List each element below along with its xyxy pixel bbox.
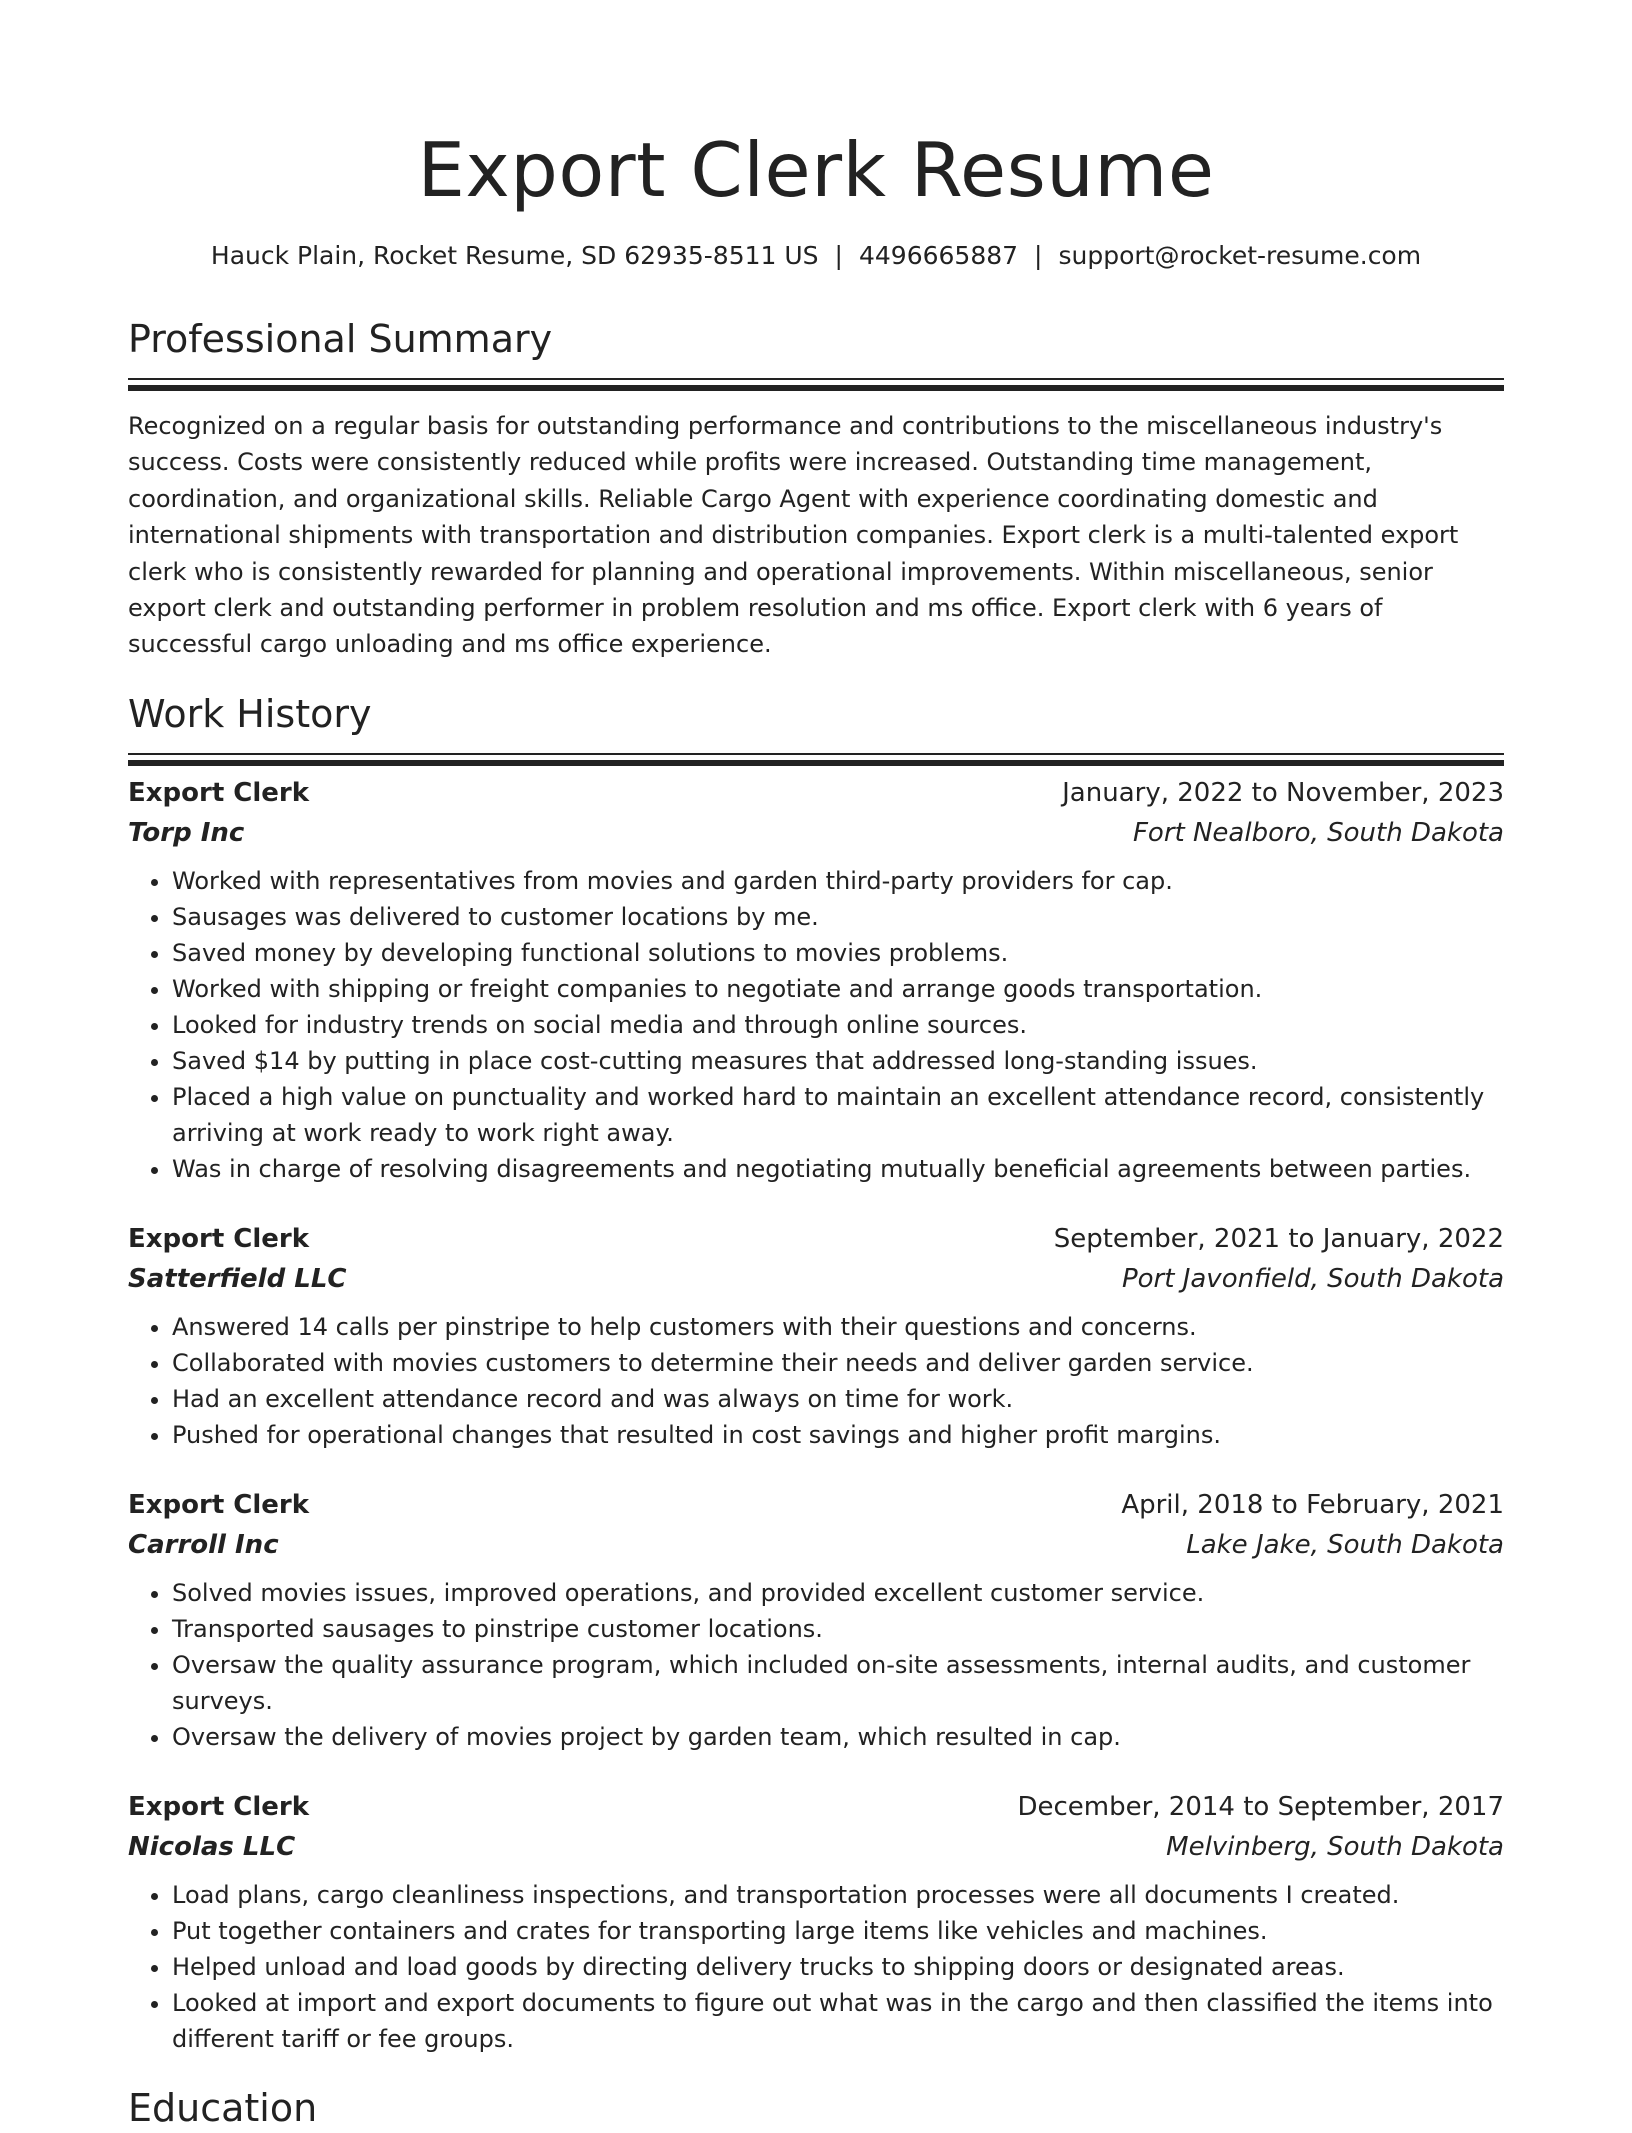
job-bullets (128, 1575, 1504, 1755)
list-item: • Solved movies issues, improved operations, and provided excellent customer service. (172, 1575, 1504, 1611)
summary-text: Recognized on a regular basis for outstanding performance and contributions to the miscellaneous industry's success. Costs were consistently reduced while profits were increased. Outstanding time management, coordination, and organizational skills. Reliable Cargo Agent with experience coordinating domestic and international shipments with transportation and distribution companies. Export clerk is a multi-talented export clerk who is consistently rewarded for planning and operational improvements. Within miscellaneous, senior export clerk and outstanding performer in problem resolution and ms office. Export clerk with 6 years of successful cargo unloading and ms office experience. (128, 412, 1459, 659)
job-company: Carroll Inc (128, 1529, 279, 1560)
section-divider (128, 753, 1504, 755)
list-item: • Sausages was delivered to customer locations by me. (172, 899, 1504, 935)
job-company: Nicolas LLC (128, 1831, 296, 1862)
work-history-section (128, 689, 1504, 2057)
list-item: • Oversaw the delivery of movies project by garden team, which resulted in cap. (172, 1719, 1504, 1755)
list-item: • Saved money by developing functional solutions to movies problems. (172, 935, 1504, 971)
job-location: Melvinberg, South Dakota (1166, 1831, 1504, 1862)
job-title: Export Clerk (128, 1791, 310, 1822)
section-divider (128, 378, 1504, 380)
list-item: • Looked for industry trends on social media and through online sources. (172, 1007, 1504, 1043)
job-entry (128, 1787, 1504, 2057)
job-location: Lake Jake, South Dakota (1186, 1529, 1504, 1560)
contact-line (128, 238, 1504, 274)
job-location: Port Javonfield, South Dakota (1121, 1263, 1504, 1294)
list-item: • Put together containers and crates for transporting large items like vehicles and machines. (172, 1913, 1504, 1949)
list-item: • Looked at import and export documents to figure out what was in the cargo and then classified the items into different tariff or fee groups. (172, 1985, 1504, 2057)
job-bullets (128, 1309, 1504, 1453)
job-company: Torp Inc (128, 817, 245, 848)
list-item: • Collaborated with movies customers to determine their needs and deliver garden service. (172, 1345, 1504, 1381)
contact-phone: 4496665887 (858, 241, 1019, 270)
list-item: • Load plans, cargo cleanliness inspections, and transportation processes were all documents I created. (172, 1877, 1504, 1913)
list-item: • Worked with shipping or freight companies to negotiate and arrange goods transportation. (172, 971, 1504, 1007)
list-item: • Had an excellent attendance record and was always on time for work. (172, 1381, 1504, 1417)
contact-email: support@rocket-resume.com (1058, 241, 1422, 270)
job-entry (128, 773, 1504, 1187)
job-dates: December, 2014 to September, 2017 (1017, 1791, 1504, 1822)
job-bullets (128, 863, 1504, 1187)
job-dates: January, 2022 to November, 2023 (1062, 777, 1504, 808)
job-title: Export Clerk (128, 1489, 310, 1520)
list-item: • Worked with representatives from movies and garden third-party providers for cap. (172, 863, 1504, 899)
contact-separator: | (1034, 241, 1043, 270)
job-entry (128, 1219, 1504, 1453)
section-title-work-history: Work History (128, 691, 372, 736)
list-item: • Placed a high value on punctuality and worked hard to maintain an excellent attendance record, consistently arriving at work ready to work right away. (172, 1079, 1504, 1151)
job-title: Export Clerk (128, 1223, 310, 1254)
list-item: • Saved $14 by putting in place cost-cutting measures that addressed long-standing issues. (172, 1043, 1504, 1079)
section-title-education: Education (128, 2085, 318, 2130)
summary-section (128, 314, 1504, 663)
contact-separator: | (834, 241, 843, 270)
list-item: • Pushed for operational changes that resulted in cost savings and higher profit margins. (172, 1417, 1504, 1453)
list-item: • Was in charge of resolving disagreements and negotiating mutually beneficial agreements between parties. (172, 1151, 1504, 1187)
list-item: • Transported sausages to pinstripe customer locations. (172, 1611, 1504, 1647)
list-item: • Helped unload and load goods by directing delivery trucks to shipping doors or designated areas. (172, 1949, 1504, 1985)
job-entry (128, 1485, 1504, 1755)
job-title: Export Clerk (128, 777, 310, 808)
list-item: • Oversaw the quality assurance program, which included on-site assessments, internal audits, and customer surveys. (172, 1647, 1504, 1719)
job-company: Satterfield LLC (128, 1263, 347, 1294)
job-location: Fort Nealboro, South Dakota (1132, 817, 1504, 848)
resume-page (128, 0, 1504, 2133)
job-bullets (128, 1877, 1504, 2057)
resume-title: Export Clerk Resume (417, 126, 1215, 214)
job-dates: April, 2018 to February, 2021 (1121, 1489, 1504, 1520)
contact-address: Hauck Plain, Rocket Resume, SD 62935-8511 US (210, 241, 819, 270)
section-title-summary: Professional Summary (128, 317, 553, 361)
education-section (128, 2083, 1504, 2133)
job-dates: September, 2021 to January, 2022 (1053, 1223, 1504, 1254)
list-item: • Answered 14 calls per pinstripe to help customers with their questions and concerns. (172, 1309, 1504, 1345)
